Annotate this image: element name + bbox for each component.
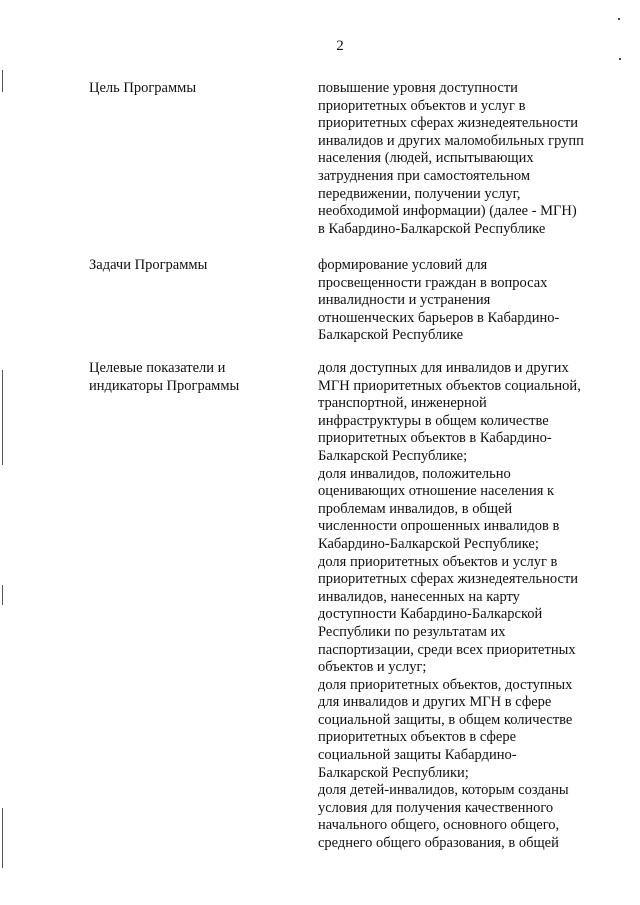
section-tasks-label: Задачи Программы <box>89 257 208 273</box>
section-tasks-text: формирование условий для просвещенности граждан в вопросах инвалидности и устранения отношенческих барьеров в Кабардино- Балкарской Республике <box>318 257 560 344</box>
scan-speck <box>618 18 620 20</box>
scan-speck <box>619 58 621 60</box>
page-number: 2 <box>336 38 344 54</box>
section-indicators-label: Целевые показатели и индикаторы Программы <box>89 360 240 394</box>
scan-edge-mark <box>2 808 3 868</box>
section-indicators-text: доля доступных для инвалидов и других МГН приоритетных объектов социальной, транспортной, инженерной инфраструктуры в общем количестве приоритетных объектов в Кабардино- Балкарской Республике; доля инвалидов, положительно оценивающих отношение населения к проблемам инвалидов, в общей численности опрошенных инвалидов в Кабардино-Балкарской Республике; доля приоритетных объектов и услуг в приоритетных сферах жизнедеятельности инвалидов, нанесенных на карту доступности Кабардино-Балкарской Республики по результатам их паспортизации, среди всех приоритетных объектов и услуг; доля приоритетных объектов, доступных для инвалидов и других МГН в сфере социальной защиты, в общем количестве приоритетных объектов в сфере социальной защиты Кабардино- Балкарской Республики; доля детей-инвалидов, которым созданы условия для получения качественного начального общего, основного общего, среднего общего образования, в общей <box>318 360 581 852</box>
scan-edge-mark <box>2 585 3 605</box>
scan-edge-mark <box>2 370 3 465</box>
scan-edge-mark <box>2 70 3 92</box>
section-goal-text: повышение уровня доступности приоритетных объектов и услуг в приоритетных сферах жизнедеятельности инвалидов и других маломобильных групп населения (людей, испытывающих затруднения при самостоятельном передвижении, получении услуг, необходимой информации) (далее - МГН) в Кабардино-Балкарской Республике <box>318 80 584 237</box>
section-goal-label: Цель Программы <box>89 80 197 96</box>
